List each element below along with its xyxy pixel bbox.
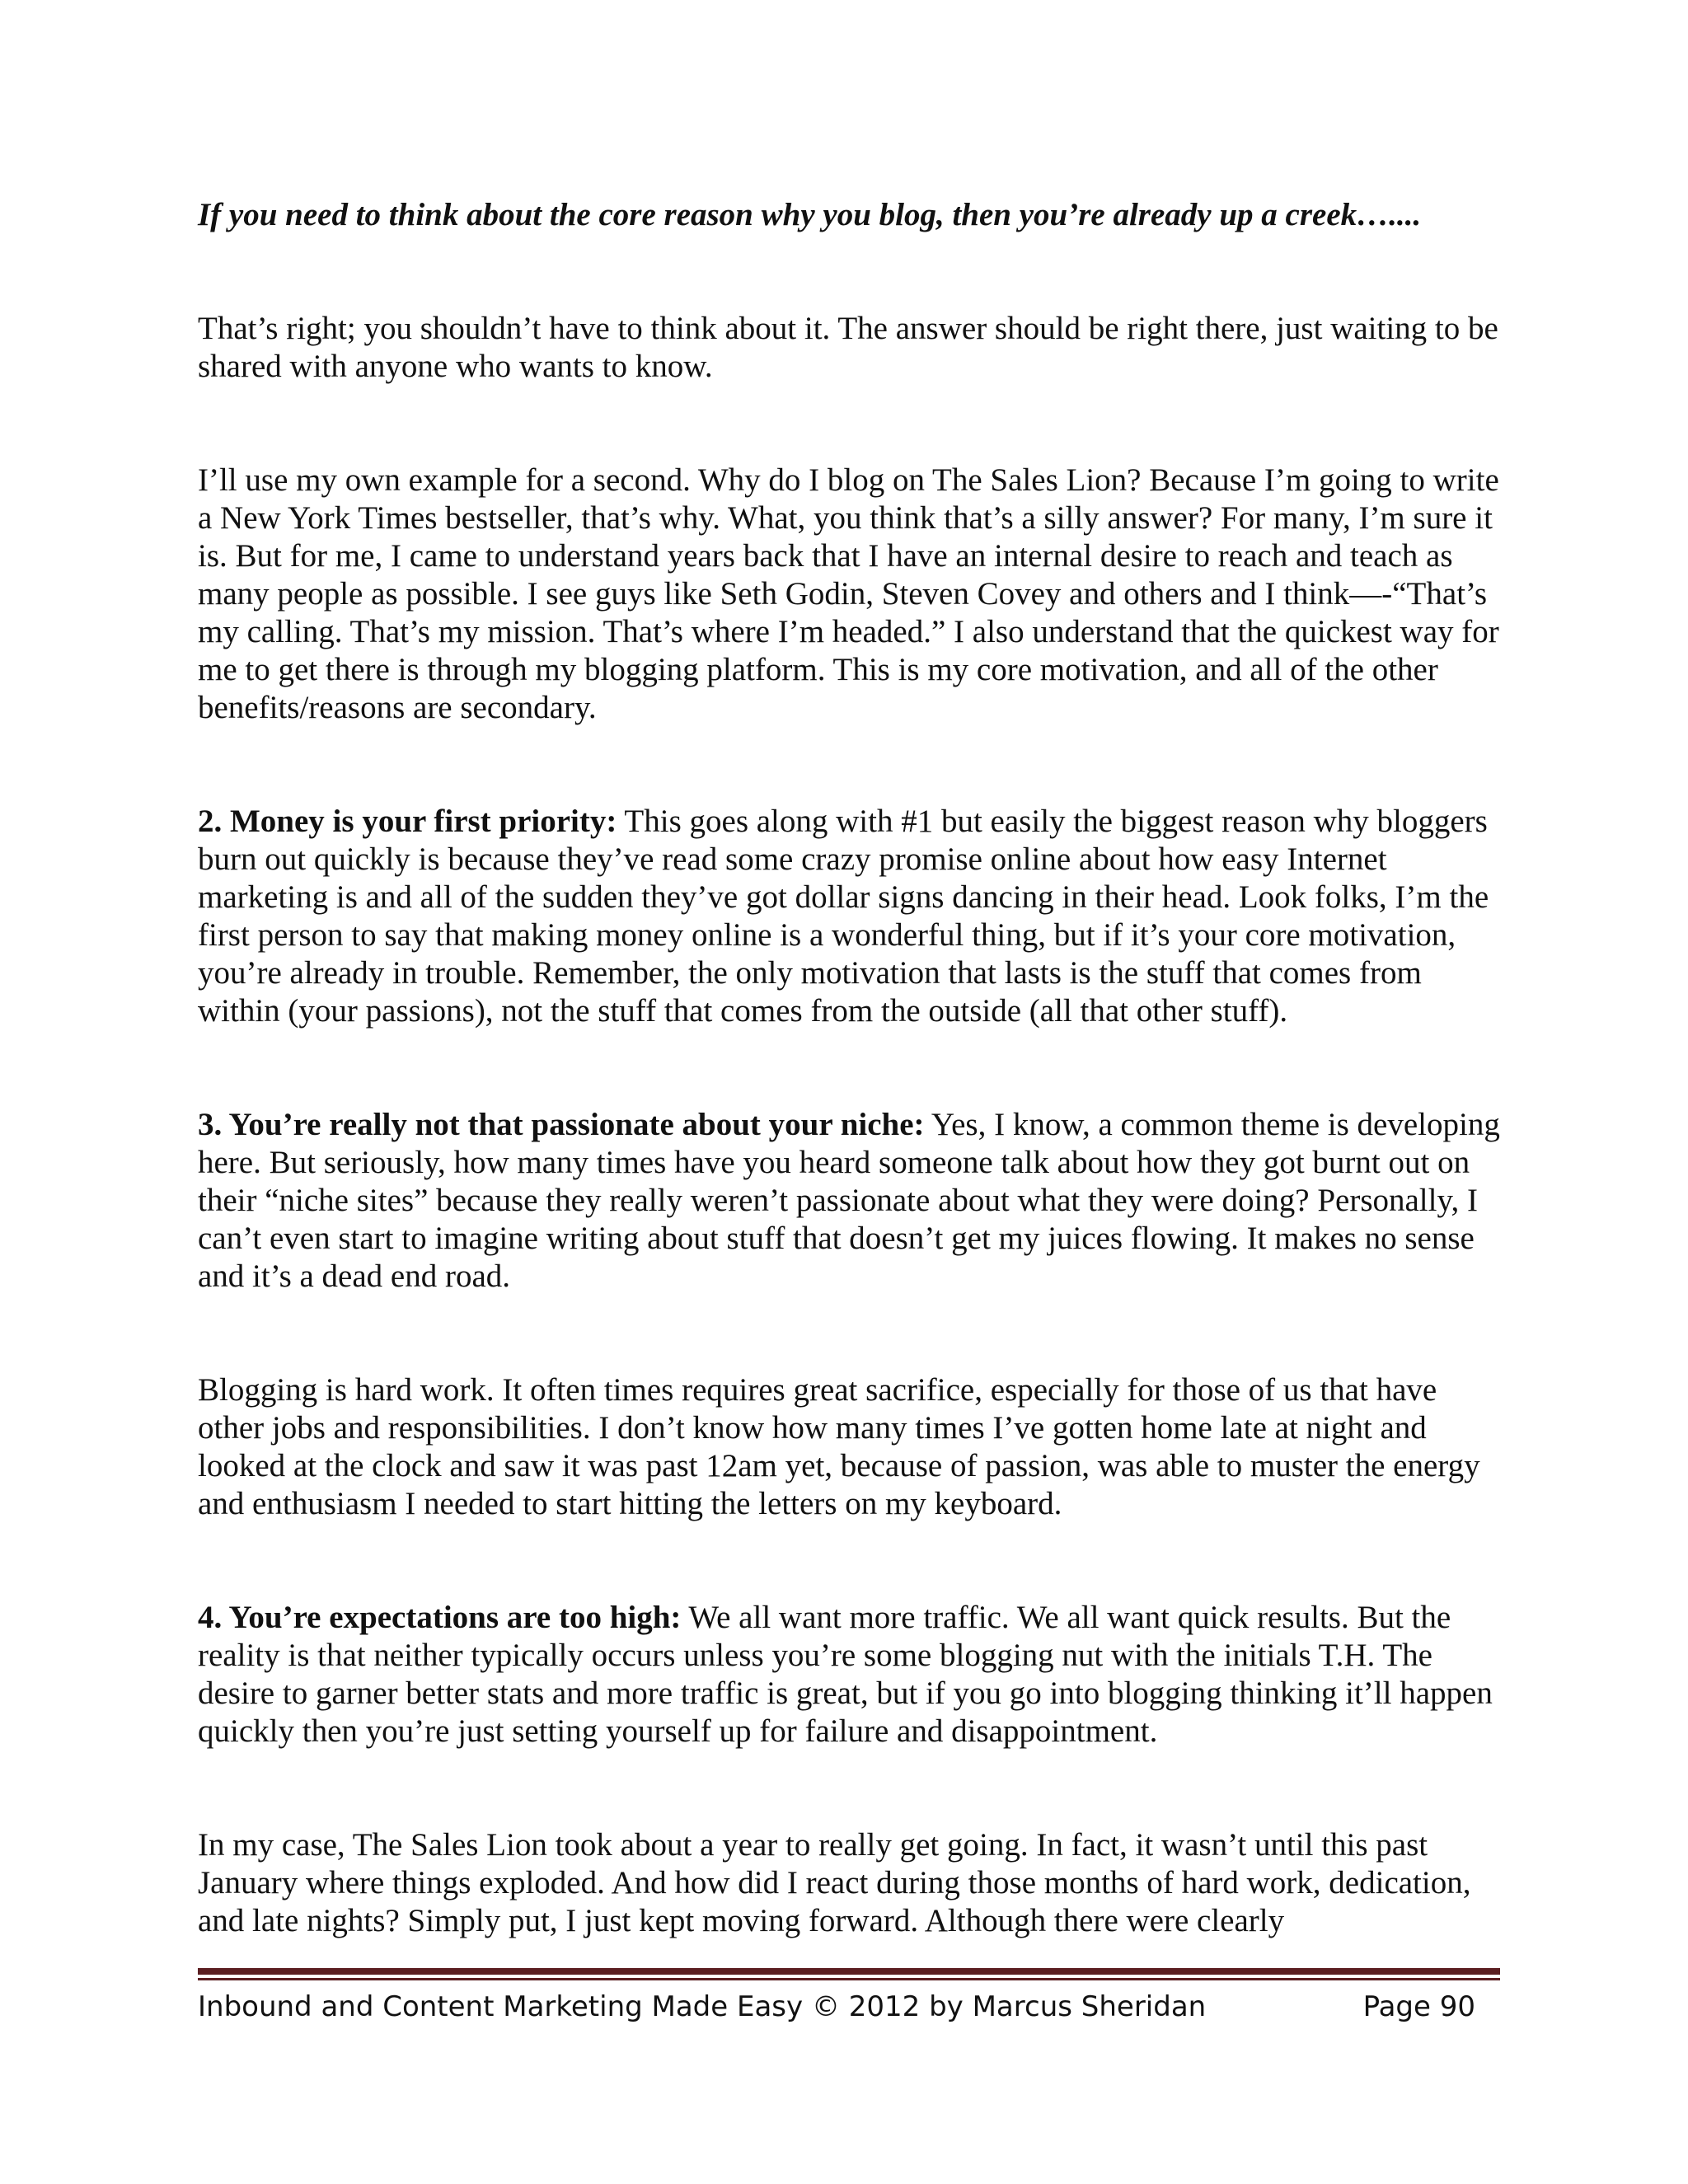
paragraph	[198, 1106, 1500, 1296]
paragraph-text: I’ll use my own example for a second. Why do I blog on The Sales Lion? Because I’m going to write a New York Times bestseller, that’s why. What, you think that’s a silly answer? For many, I’m sure it is. But for me, I came to understand years back that I have an internal desire to reach and teach as many people as possible. I see guys like Seth Godin, Steven Covey and others and I think—-“That’s my calling. That’s my mission. That’s where I’m headed.” I also understand that the quickest way for me to get there is through my blogging platform. This is my core motivation, and all of the other benefits/reasons are secondary.	[198, 462, 1499, 725]
paragraph	[198, 310, 1500, 386]
page-body	[198, 196, 1500, 1940]
paragraph-lead: 3. You’re really not that passionate about your niche:	[198, 1107, 925, 1142]
paragraph-text: Blogging is hard work. It often times requires great sacrifice, especially for those of us that have other jobs and responsibilities. I don’t know how many times I’ve gotten home late at night and looked at the clock and saw it was past 12am yet, because of passion, was able to muster the energy and enthusiasm I needed to start hitting the letters on my keyboard.	[198, 1372, 1480, 1521]
paragraph-lead: 4. You’re expectations are too high:	[198, 1600, 682, 1635]
section-heading	[198, 196, 1500, 234]
paragraph	[198, 1371, 1500, 1523]
paragraph	[198, 1826, 1500, 1940]
paragraph-text: We all want more traffic. We all want quick results. But the reality is that neither typically occurs unless you’re some blogging nut with the initials T.H. The desire to garner better stats and more traffic is great, but if you go into blogging thinking it’ll happen quickly then you’re just setting yourself up for failure and disappointment.	[198, 1600, 1493, 1749]
paragraph-text: Yes, I know, a common theme is developing here. But seriously, how many times have you heard someone talk about how they got burnt out on their “niche sites” because they really weren’t passionate about what they were doing? Personally, I can’t even start to imagine writing about stuff that doesn’t get my juices flowing. It makes no sense and it’s a dead end road.	[198, 1107, 1500, 1294]
paragraph	[198, 803, 1500, 1030]
footer-divider	[198, 1968, 1500, 1975]
footer-divider-thin	[198, 1978, 1500, 1980]
paragraph-text: That’s right; you shouldn’t have to think about it. The answer should be right there, just waiting to be shared with anyone who wants to know.	[198, 311, 1498, 384]
paragraph-text: This goes along with #1 but easily the biggest reason why bloggers burn out quickly is because they’ve read some crazy promise online about how easy Internet marketing is and all of the sudden they’ve got dollar signs dancing in their head. Look folks, I’m the first person to say that making money online is a wonderful thing, but if it’s your core motivation, you’re already in trouble. Remember, the only motivation that lasts is the stuff that comes from within (your passions), not the stuff that comes from the outside (all that other stuff).	[198, 804, 1489, 1029]
paragraph	[198, 462, 1500, 727]
heading-text: If you need to think about the core reason why you blog, then you’re already up a creek…....	[198, 197, 1422, 232]
paragraph-text: In my case, The Sales Lion took about a year to really get going. In fact, it wasn’t until this past January where things exploded. And how did I react during those months of hard work, dedication, and late nights? Simply put, I just kept moving forward. Although there were clearly	[198, 1827, 1471, 1938]
footer-copyright: Inbound and Content Marketing Made Easy © 2012 by Marcus Sheridan	[198, 1990, 1207, 2023]
page-number: Page 90	[1362, 1990, 1475, 2023]
paragraph	[198, 1599, 1500, 1750]
paragraph-lead: 2. Money is your first priority:	[198, 804, 617, 839]
